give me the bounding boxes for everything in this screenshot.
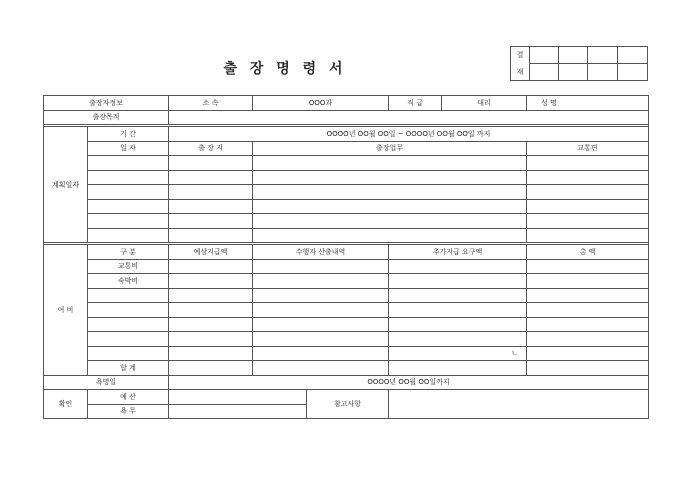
plan-row	[44, 170, 649, 185]
approval-sign-cell[interactable]	[618, 64, 648, 81]
expense-cell[interactable]	[253, 332, 389, 347]
expense-cell[interactable]	[253, 259, 389, 274]
plan-cell[interactable]	[527, 170, 649, 185]
expense-cell[interactable]	[527, 288, 649, 303]
plan-cell[interactable]	[169, 214, 253, 229]
rank-label: 직 급	[389, 96, 442, 111]
plan-cell[interactable]	[88, 156, 169, 171]
plan-cell[interactable]	[527, 214, 649, 229]
plan-cell[interactable]	[169, 156, 253, 171]
note-label: 참고사항	[307, 390, 389, 419]
expense-cell[interactable]	[253, 317, 389, 332]
plan-header-transport: 교통편	[527, 141, 649, 156]
approval-sign-cell[interactable]	[559, 64, 588, 81]
expense-row	[44, 288, 649, 303]
plan-cell[interactable]	[169, 185, 253, 200]
expense-cell[interactable]	[169, 346, 253, 361]
expense-category[interactable]	[88, 332, 169, 347]
expense-category[interactable]	[88, 346, 169, 361]
plan-cell[interactable]	[253, 214, 527, 229]
expense-cell[interactable]	[389, 288, 527, 303]
order-date-label: 욕명일	[44, 375, 169, 390]
expense-cell[interactable]	[389, 303, 527, 318]
name-label: 성 명	[541, 98, 557, 107]
expense-total-row	[44, 361, 649, 376]
confirm-label: 확인	[44, 390, 88, 419]
affiliation-value[interactable]: OOO과	[253, 96, 389, 111]
expense-header-additional: 추가지급 요구액	[389, 245, 527, 260]
rank-value[interactable]: 대리	[442, 96, 527, 111]
expense-category[interactable]	[88, 303, 169, 318]
duty-value[interactable]	[169, 404, 307, 419]
expense-row	[44, 346, 649, 361]
approval-box	[510, 46, 648, 81]
expense-cell[interactable]	[389, 317, 527, 332]
name-cell[interactable]	[527, 96, 649, 111]
expense-category: 교통비	[88, 259, 169, 274]
plan-row	[44, 214, 649, 229]
expense-cell[interactable]	[169, 332, 253, 347]
expense-cell[interactable]	[253, 288, 389, 303]
plan-cell[interactable]	[88, 199, 169, 214]
approval-sign-cell[interactable]	[559, 47, 588, 64]
expense-cell[interactable]	[169, 317, 253, 332]
approval-sign-cell[interactable]	[588, 47, 618, 64]
expense-cell[interactable]	[527, 346, 649, 361]
document-title: 출 장 명 령 서	[223, 61, 347, 77]
plan-cell[interactable]	[527, 199, 649, 214]
plan-cell[interactable]	[253, 228, 527, 243]
expense-cell[interactable]	[527, 317, 649, 332]
expense-cell[interactable]	[389, 361, 527, 376]
plan-cell[interactable]	[527, 185, 649, 200]
approval-sign-cell[interactable]	[618, 47, 648, 64]
expense-total-label: 합 계	[88, 361, 169, 376]
expense-row	[44, 274, 649, 289]
expense-row	[44, 332, 649, 347]
period-label: 기 간	[88, 127, 169, 142]
expense-cell[interactable]	[253, 361, 389, 376]
expense-cell[interactable]	[389, 332, 527, 347]
stray-mark: ㄴ	[511, 349, 519, 358]
travel-order-form	[43, 95, 649, 419]
expense-cell[interactable]	[253, 346, 389, 361]
expense-cell[interactable]	[389, 259, 527, 274]
plan-cell[interactable]	[527, 228, 649, 243]
duty-label: 욕 무	[88, 404, 169, 419]
expense-cell[interactable]	[389, 346, 527, 361]
purpose-value[interactable]	[169, 110, 649, 125]
purpose-label: 출장목적	[44, 110, 169, 125]
approval-label-bottom: 재	[511, 64, 530, 81]
expense-header-expected: 예상지급액	[169, 245, 253, 260]
plan-header-destination: 출 장 지	[169, 141, 253, 156]
plan-cell[interactable]	[253, 156, 527, 171]
plan-row	[44, 199, 649, 214]
period-value[interactable]: OOOO년 OO월 OO일 ~ OOOO년 OO월 OO일 까지	[169, 127, 649, 142]
note-value[interactable]	[389, 390, 649, 419]
expense-row	[44, 303, 649, 318]
affiliation-label: 소 속	[169, 96, 253, 111]
order-date-value[interactable]: OOOO년 OO월 OO일까지	[169, 375, 649, 390]
expense-cell[interactable]	[169, 303, 253, 318]
approval-sign-cell[interactable]	[530, 64, 559, 81]
expense-section-label: 여 비	[44, 245, 88, 376]
plan-row	[44, 156, 649, 171]
traveler-info-label: 출장자정보	[44, 96, 169, 111]
expense-cell[interactable]	[389, 274, 527, 289]
expense-cell[interactable]	[527, 303, 649, 318]
plan-cell[interactable]	[169, 199, 253, 214]
plan-cell[interactable]	[253, 170, 527, 185]
expense-header-companion: 수행자 산출내역	[253, 245, 389, 260]
approval-sign-cell[interactable]	[530, 47, 559, 64]
expense-category[interactable]	[88, 288, 169, 303]
approval-label-top: 결	[511, 47, 530, 64]
expense-cell[interactable]	[169, 259, 253, 274]
plan-cell[interactable]	[169, 228, 253, 243]
plan-section-label: 계획일자	[44, 127, 88, 243]
budget-value[interactable]	[169, 390, 307, 405]
expense-row	[44, 317, 649, 332]
plan-header-date: 일 자	[88, 141, 169, 156]
plan-cell[interactable]	[253, 185, 527, 200]
plan-cell[interactable]	[169, 170, 253, 185]
plan-row	[44, 185, 649, 200]
budget-label: 예 산	[88, 390, 169, 405]
expense-cell[interactable]	[253, 274, 389, 289]
expense-cell[interactable]	[169, 274, 253, 289]
expense-header-total: 총 액	[527, 245, 649, 260]
plan-cell[interactable]	[253, 199, 527, 214]
plan-cell[interactable]	[88, 185, 169, 200]
plan-header-task: 출장업무	[253, 141, 527, 156]
expense-cell[interactable]	[169, 288, 253, 303]
expense-category: 숙박비	[88, 274, 169, 289]
plan-cell[interactable]	[88, 170, 169, 185]
approval-sign-cell[interactable]	[588, 64, 618, 81]
plan-cell[interactable]	[88, 228, 169, 243]
expense-cell[interactable]	[527, 332, 649, 347]
expense-header-category: 구 분	[88, 245, 169, 260]
expense-category[interactable]	[88, 317, 169, 332]
plan-cell[interactable]	[527, 156, 649, 171]
expense-cell[interactable]	[169, 361, 253, 376]
expense-cell[interactable]	[527, 259, 649, 274]
expense-cell[interactable]	[527, 274, 649, 289]
expense-row	[44, 259, 649, 274]
expense-cell[interactable]	[253, 303, 389, 318]
plan-cell[interactable]	[88, 214, 169, 229]
expense-cell[interactable]	[527, 361, 649, 376]
plan-row	[44, 228, 649, 243]
